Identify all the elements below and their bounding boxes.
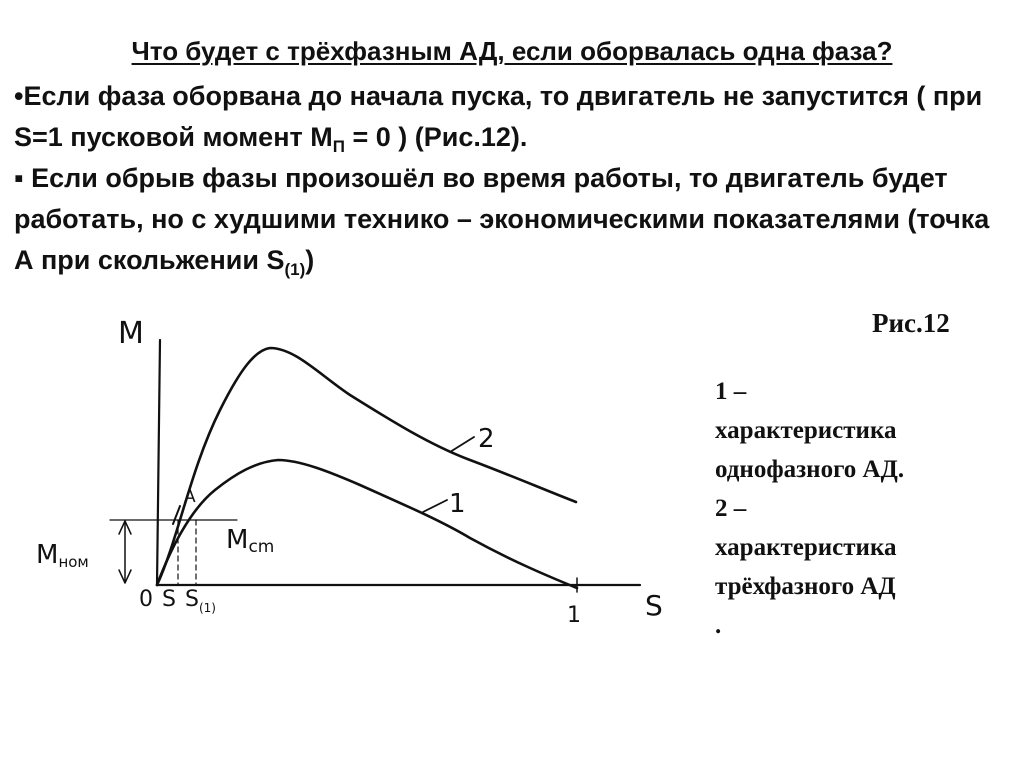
- paragraph-1-subscript: П: [332, 137, 345, 156]
- paragraph-1-text-b: = 0 ) (Рис.12).: [344, 122, 528, 152]
- point-a-label: A: [184, 487, 196, 507]
- bullet-dot: •: [14, 81, 24, 111]
- curve-2-leader: [450, 437, 474, 452]
- legend-line: характеристика: [715, 417, 897, 444]
- y-axis: [157, 340, 160, 585]
- legend-line: .: [715, 612, 722, 639]
- figure-caption: Рис.12: [872, 308, 950, 338]
- paragraph-1-text-a: Если фаза оборвана до начала пуска, то двигатель не запустится ( при S=1 пусковой момент M: [14, 81, 983, 152]
- legend-line: 2 –: [715, 495, 747, 522]
- legend-line: трёхфазного АД: [715, 573, 896, 600]
- origin-label: 0: [139, 587, 153, 612]
- s1-tick-label: $S_{(1)}$: [185, 587, 216, 615]
- m-nom-label: Mном: [36, 540, 89, 571]
- m-st-label: Mcm: [226, 525, 275, 557]
- figure-legend: [715, 372, 1005, 645]
- legend-line: однофазного АД.: [715, 456, 905, 483]
- y-axis-label: M: [118, 316, 144, 351]
- curve-2-label: 2: [478, 424, 495, 454]
- bullet-square: ▪: [14, 163, 24, 193]
- curve-1-leader: [423, 500, 447, 512]
- s-tick-label: S: [162, 587, 176, 612]
- paragraph-2-text-a: Если обрыв фазы произошёл во время работы, то двигатель будет работать, но с худшими технико – экономическими показателями (точка А при скольжении S: [14, 163, 990, 275]
- curve-1: [157, 460, 577, 588]
- x-end-label: 1: [567, 603, 581, 628]
- curve-2: [157, 348, 576, 585]
- paragraph-2-text-b: ): [305, 245, 315, 275]
- curve-1-label: 1: [449, 489, 466, 519]
- legend-line: характеристика: [715, 534, 897, 561]
- x-axis-label: S: [645, 589, 663, 622]
- paragraph-2-subscript: (1): [284, 260, 306, 279]
- slide-title: Что будет с трёхфазным АД, если оборвалась одна фаза?: [131, 36, 893, 66]
- legend-line: 1 –: [715, 378, 747, 405]
